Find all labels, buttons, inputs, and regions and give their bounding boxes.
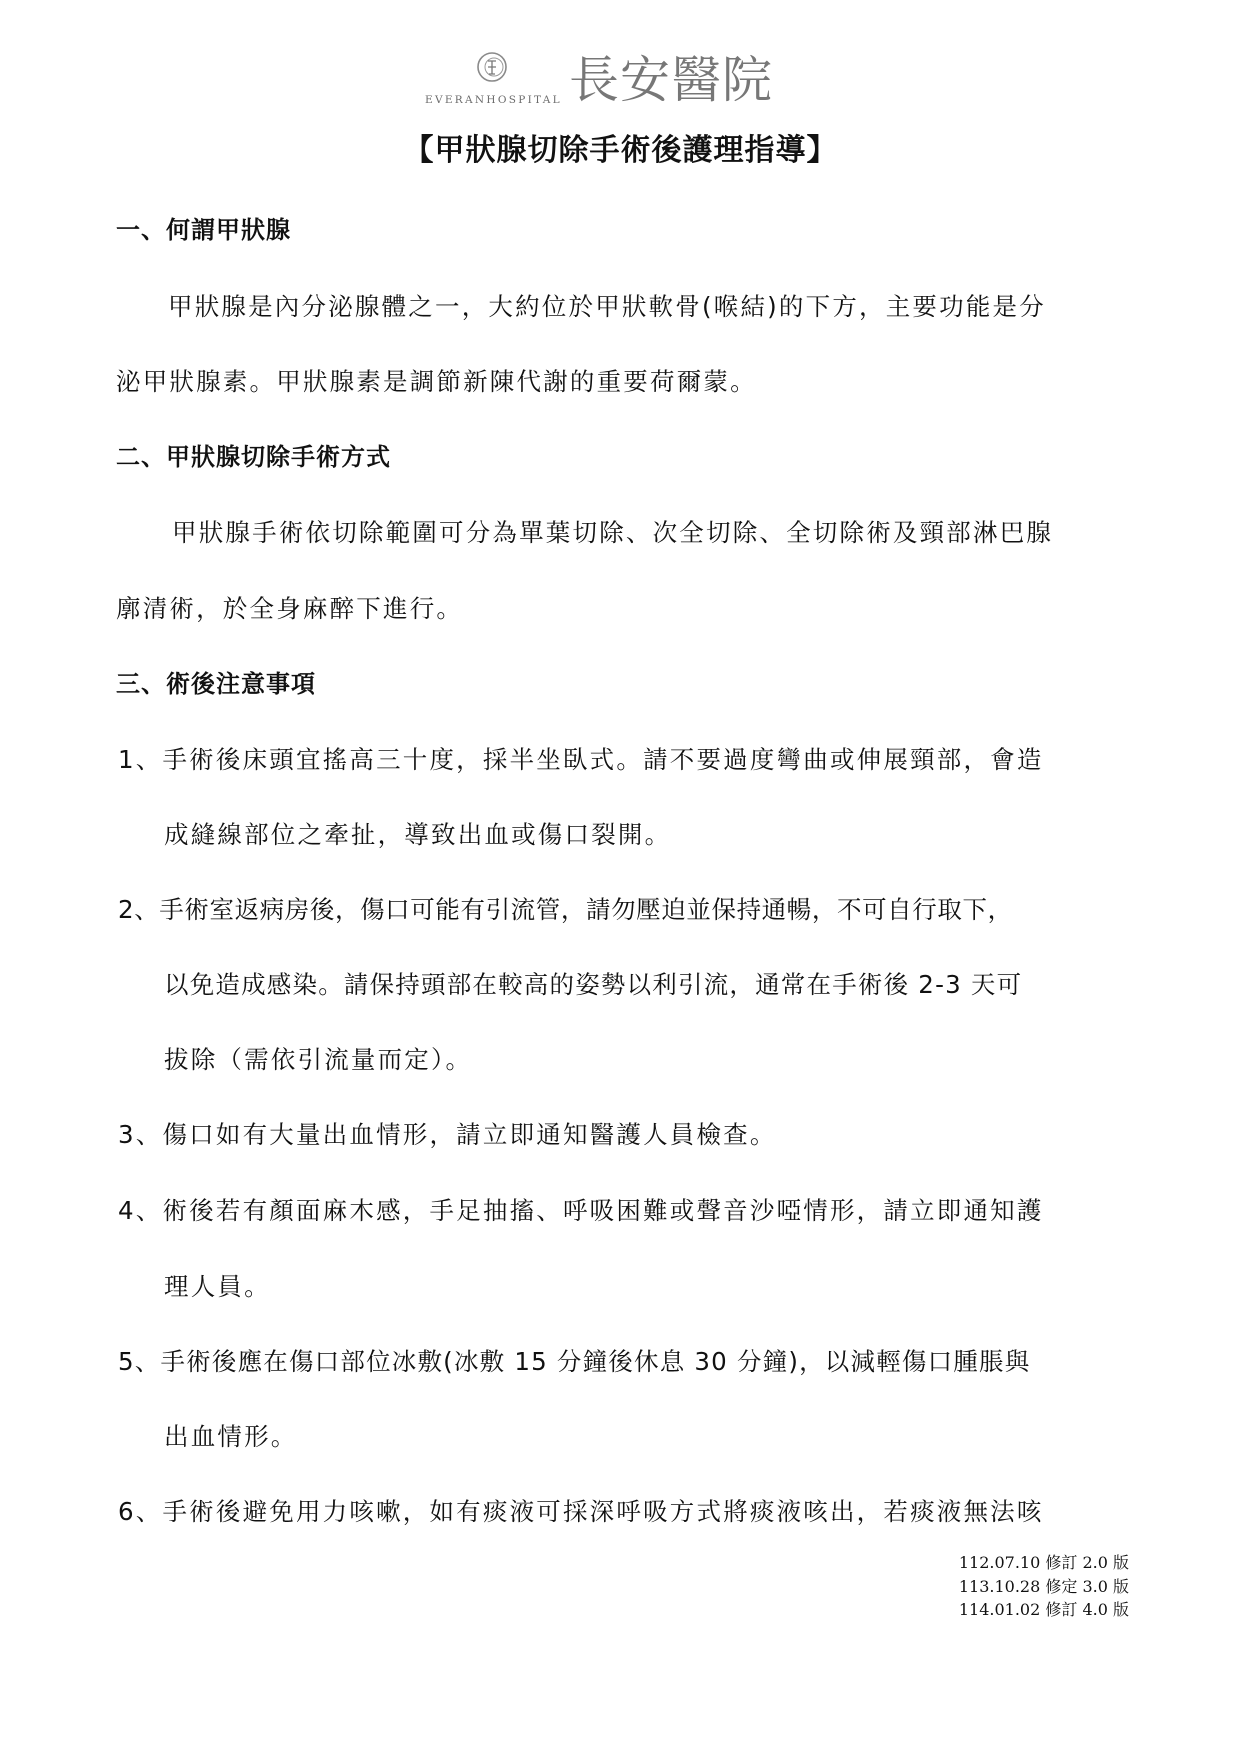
section-heading-2: 二、甲狀腺切除手術方式 bbox=[116, 443, 391, 471]
logo-english-name: EVERANHOSPITAL bbox=[425, 94, 562, 106]
revision-entry: 112.07.10 修訂 2.0 版 bbox=[958, 1553, 1129, 1572]
section-1-line-1: 甲狀腺是內分泌腺體之一，大約位於甲狀軟骨(喉結)的下方，主要功能是分 bbox=[168, 292, 1046, 321]
section-2-line-2: 廓清術，於全身麻醉下進行。 bbox=[116, 594, 464, 623]
logo-chinese-name: 長安醫院 bbox=[569, 51, 773, 109]
revision-history bbox=[959, 1551, 1129, 1622]
section-heading-1: 一、何謂甲狀腺 bbox=[116, 216, 291, 244]
section-2-line-1: 甲狀腺手術依切除範圍可分為單葉切除、次全切除、全切除術及頸部淋巴腺 bbox=[172, 518, 1054, 547]
list-item-5-line-2: 出血情形。 bbox=[164, 1422, 298, 1451]
list-item-4-line-2: 理人員。 bbox=[164, 1272, 271, 1301]
hospital-logo bbox=[425, 48, 825, 114]
list-item-1-line-2: 成縫線部位之牽扯，導致出血或傷口裂開。 bbox=[164, 820, 672, 849]
document-title: 【甲狀腺切除手術後護理指導】 bbox=[403, 133, 838, 168]
section-heading-3: 三、術後注意事項 bbox=[116, 670, 316, 698]
list-item-3-line-1: 3、傷口如有大量出血情形，請立即通知醫護人員檢查。 bbox=[118, 1120, 777, 1149]
list-item-2-line-1: 2、手術室返病房後，傷口可能有引流管，請勿壓迫並保持通暢，不可自行取下， bbox=[118, 895, 1013, 924]
list-item-6-line-1: 6、手術後避免用力咳嗽，如有痰液可採深呼吸方式將痰液咳出，若痰液無法咳 bbox=[118, 1497, 1044, 1526]
list-item-2-line-2: 以免造成感染。請保持頭部在較高的姿勢以利引流，通常在手術後 2-3 天可 bbox=[164, 970, 1023, 999]
list-item-4-line-1: 4、術後若有顏面麻木感，手足抽搐、呼吸困難或聲音沙啞情形，請立即通知護 bbox=[118, 1196, 1044, 1225]
section-1-line-2: 泌甲狀腺素。甲狀腺素是調節新陳代謝的重要荷爾蒙。 bbox=[116, 367, 757, 396]
hospital-emblem-icon bbox=[475, 50, 509, 84]
revision-entry: 113.10.28 修定 3.0 版 bbox=[958, 1576, 1129, 1596]
revision-entry: 114.01.02 修訂 4.0 版 bbox=[958, 1600, 1129, 1619]
list-item-2-line-3: 拔除（需依引流量而定）。 bbox=[164, 1045, 473, 1074]
list-item-5-line-1: 5、手術後應在傷口部位冰敷(冰敷 15 分鐘後休息 30 分鐘)，以減輕傷口腫脹與 bbox=[118, 1347, 1031, 1376]
list-item-1-line-1: 1、手術後床頭宜搖高三十度，採半坐臥式。請不要過度彎曲或伸展頸部，會造 bbox=[118, 745, 1044, 774]
